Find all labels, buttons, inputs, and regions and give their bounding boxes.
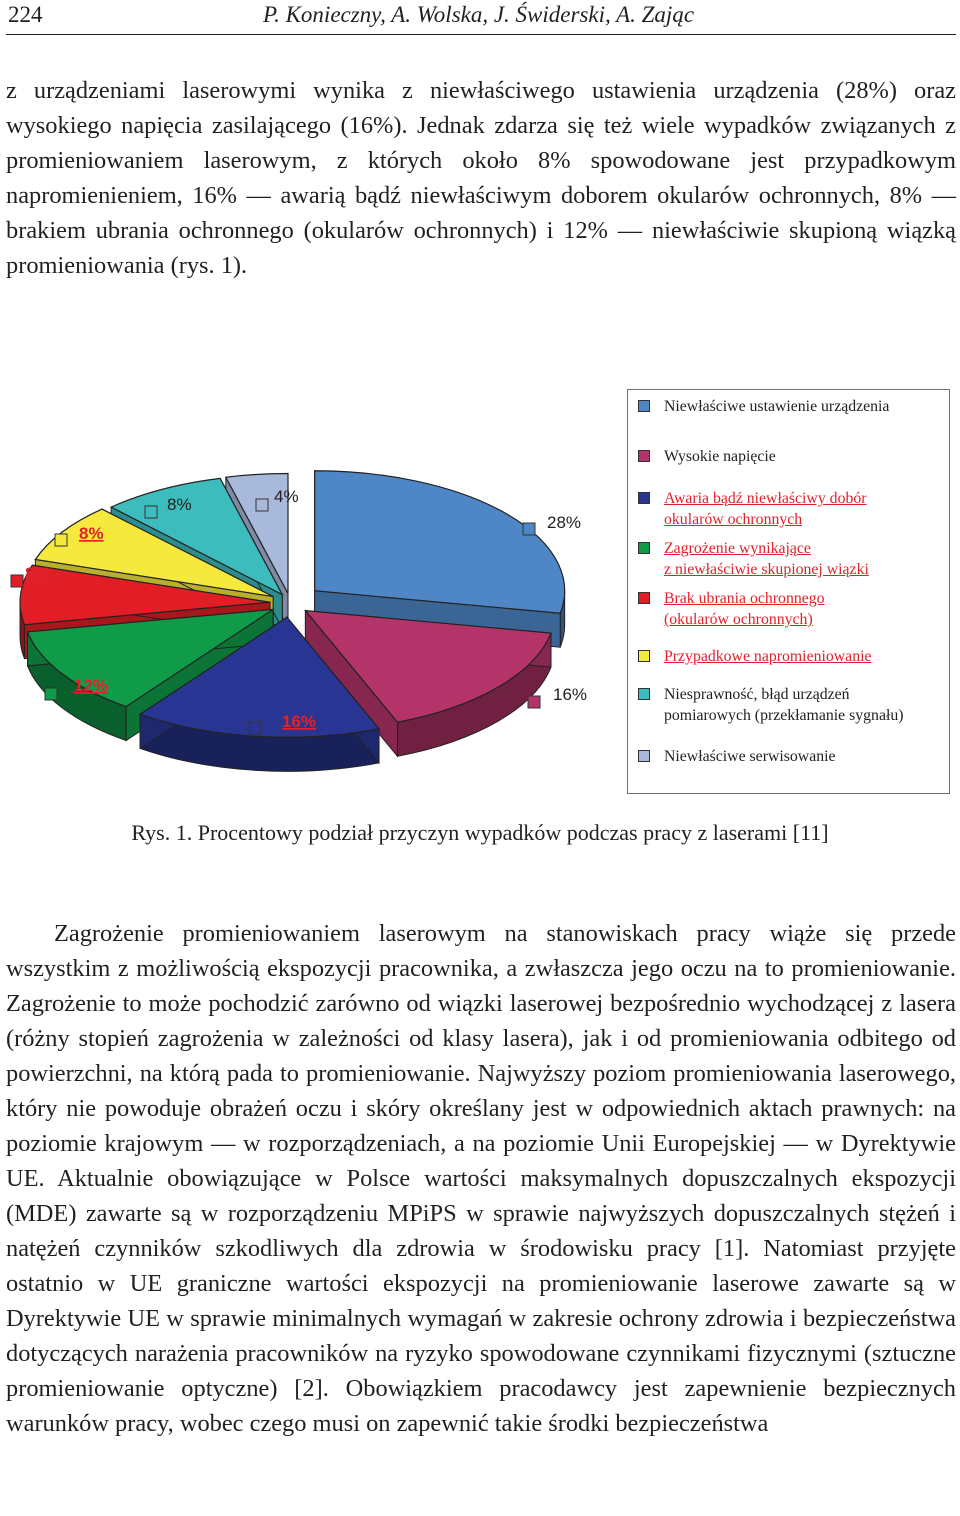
data-label-swatch: [55, 534, 67, 546]
legend-label: Niewłaściwe ustawienie urządzenia: [664, 398, 890, 415]
legend-label: Niesprawność, błąd urządzeń pomiarowych (przekłamanie sygnału): [664, 686, 904, 724]
legend-swatch: [638, 400, 650, 412]
legend-label: Wysokie napięcie: [664, 448, 776, 465]
legend-swatch: [638, 650, 650, 662]
legend-swatch: [638, 592, 650, 604]
legend-label: Zagrożenie wynikające z niewłaściwie skupionej wiązki: [664, 540, 869, 578]
data-label-swatch: [145, 506, 157, 518]
page-number: 224: [8, 2, 43, 27]
data-label: 16%: [282, 712, 317, 731]
data-label: 8%: [25, 564, 50, 583]
data-label-swatch: [256, 499, 268, 511]
legend-swatch: [638, 450, 650, 462]
legend-swatch: [638, 688, 650, 700]
chart-legend: [627, 389, 950, 794]
data-label-swatch: [11, 575, 23, 587]
pie-slice: [315, 471, 565, 613]
running-head: P. Konieczny, A. Wolska, J. Świderski, A. Zając: [263, 2, 695, 27]
data-label-swatch: [523, 523, 535, 535]
legend-label: Przypadkowe napromieniowanie: [664, 648, 872, 665]
data-label-swatch: [528, 696, 540, 708]
data-label-swatch: [249, 722, 261, 734]
data-label-swatch: [45, 688, 57, 700]
page-header: [0, 0, 960, 36]
data-label: 8%: [79, 524, 104, 543]
header-rule: [6, 34, 956, 35]
figure-caption: Rys. 1. Procentowy podział przyczyn wypadków podczas pracy z laserami [11]: [131, 820, 829, 845]
legend-label: Awaria bądź niewłaściwy dobór okularów ochronnych: [664, 490, 867, 528]
data-label: 16%: [553, 685, 588, 704]
legend-swatch: [638, 492, 650, 504]
data-label: 4%: [274, 487, 299, 506]
legend-swatch: [638, 750, 650, 762]
data-label: 28%: [547, 513, 582, 532]
legend-swatch: [638, 542, 650, 554]
legend-label: Niewłaściwe serwisowanie: [664, 748, 836, 765]
data-label: 8%: [167, 495, 192, 514]
legend-label: Brak ubrania ochronnego (okularów ochronnych): [664, 590, 825, 628]
data-label: 12%: [74, 676, 109, 695]
body-paragraph-2: Zagrożenie promieniowaniem laserowym na stanowiskach pracy wiąże się przede wszystkim z możliwością ekspozycji pracownika, a zwłaszcza jego oczu na to promieniowanie. Zagrożenie to może pochodzić zarówno od wiązki laserowej bezpośrednio wychodzącej z lasera (różny stopień zagrożenia w zależności od klasy lasera), jak i od promieniowania odbitego od powierzchni, na którą pada to promieniowanie. Najwyższy poziom promieniowania laserowego, który nie powoduje obrażeń oczu i skóry określany jest w odpowiednich aktach prawnych: na poziomie krajowym — w rozporządzeniach, a na poziomie Unii Europejskiej — w Dyrektywie UE. Aktualnie obowiązujące w Polsce wartości maksymalnych dopuszczalnych ekspozycji (MDE) zawarte są w rozporządzeniu MPiPS w sprawie najwyższych dopuszczalnych stężeń i natężeń czynników szkodliwych dla zdrowia w środowisku pracy [1]. Natomiast przyjęte ostatnio w UE graniczne wartości ekspozycji na promieniowanie laserowe zawarte są w Dyrektywie UE w sprawie minimalnych wymagań w zakresie ochrony zdrowia i bezpieczeństwa dotyczących narażenia pracowników na ryzyko spowodowane czynnikami fizycznymi (sztuczne promieniowanie optyczne) [2]. Obowiązkiem pracodawcy jest zapewnienie bezpiecznych warunków pracy, wobec czego musi on zapewnić takie środki bezpieczeństwa: [6, 920, 956, 1437]
figure-1: [0, 380, 960, 805]
body-paragraph-1: z urządzeniami laserowymi wynika z niewłaściwego ustawienia urządzenia (28%) oraz wysokiego napięcia zasilającego (16%). Jednak zdarza się też wiele wypadków związanych z promieniowaniem laserowym, z których około 8% spowodowane jest przypadkowym napromienieniem, 16% — awarią bądź niewłaściwym doborem okularów ochronnych, 8% — brakiem ubrania ochronnego (okularów ochronnych) i 12% — niewłaściwie skupioną wiązką promieniowania (rys. 1).: [6, 77, 956, 279]
pie-chart: [0, 380, 620, 800]
